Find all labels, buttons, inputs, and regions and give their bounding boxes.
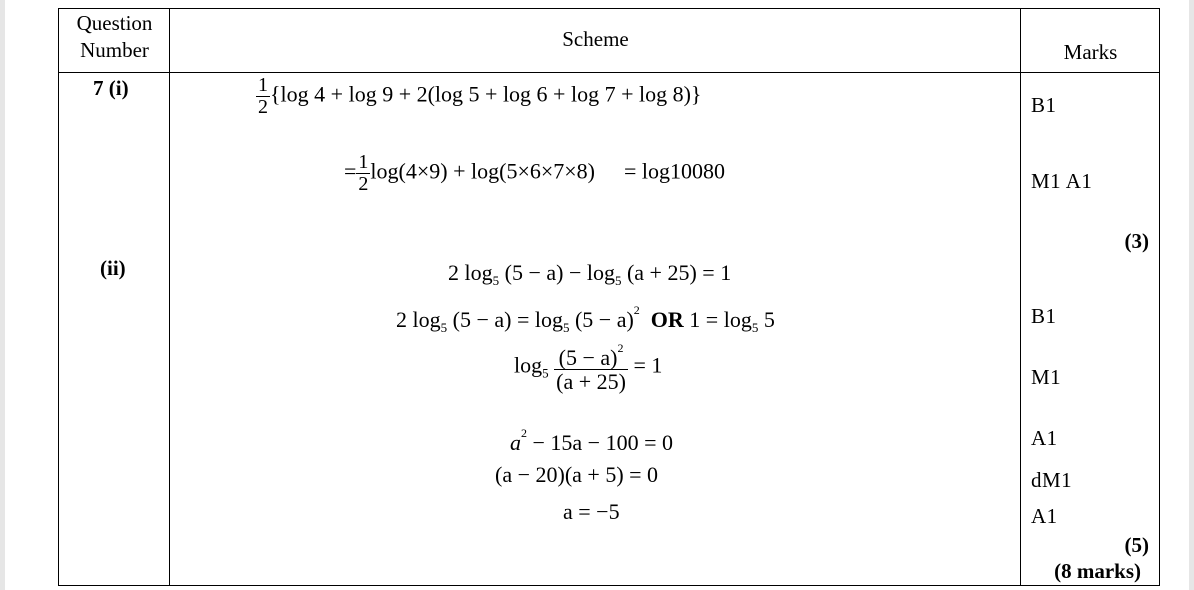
- part-ii-label: (ii): [100, 256, 126, 280]
- marks-cell: [1021, 73, 1160, 586]
- mark-i-1: B1: [1031, 93, 1057, 117]
- part-i-line2-expr1: log(4×9) + log(5×6×7×8): [370, 158, 595, 184]
- question-number-header: [59, 9, 170, 73]
- markscheme-table: [58, 8, 1160, 586]
- mark-i-2: M1 A1: [1031, 169, 1093, 193]
- or-keyword: OR: [650, 307, 684, 332]
- half-fraction: $\frac{1}{2}$: [258, 74, 268, 118]
- part-ii-line5: (a − 20)(a + 5) = 0: [495, 462, 659, 487]
- question-label: 7 (i): [93, 76, 129, 100]
- mark-ii-3: M1: [1031, 365, 1062, 389]
- part-ii-line1: 2 $\log_5 (5 - a) - \log_5 (a + 25) = 1$: [448, 260, 732, 288]
- scheme-header-cell: [170, 9, 1021, 73]
- page-edge-left: [0, 0, 5, 590]
- part-ii-line2: 2 $\log_5 (5 - a) = \log_5 (5 - a)^2$ OR $1 = \log_5 5$: [396, 303, 775, 335]
- marks-header-cell: [1021, 9, 1160, 73]
- part-i-line2: = $\frac{1}{2}$ log(4×9) + log(5×6×7×8) = log10080: [344, 151, 726, 195]
- header-row: [59, 9, 1160, 73]
- scheme-header: Scheme: [562, 27, 629, 51]
- subtotal-i: (3): [1124, 229, 1149, 253]
- subtotal-ii: (5): [1124, 533, 1149, 557]
- part-i-line2-expr2: = log10080: [624, 158, 726, 184]
- part-ii-line4: $a^2 - 15a - 100 = 0$: [510, 426, 673, 455]
- scheme-cell: [170, 73, 1021, 586]
- mark-ii-4: A1: [1031, 426, 1058, 450]
- question-row: [59, 73, 1160, 586]
- question-header-line2: Number: [80, 38, 149, 62]
- part-i-line1: [256, 75, 701, 118]
- total-marks: (8 marks): [1054, 559, 1141, 583]
- part-i-line1-expr: {log 4 + log 9 + 2(log 5 + log 6 + log 7 + log 8)}: [270, 81, 702, 107]
- part-ii-line3: $\log_5$ $\frac{(5 - a)^2}{(a + 25)}$ = 1: [514, 341, 663, 395]
- mark-ii-6: A1: [1031, 504, 1058, 528]
- page-edge-right: [1189, 0, 1194, 590]
- part-ii-line6: a = −5: [563, 499, 620, 524]
- question-header-line1: Question: [76, 11, 153, 35]
- mark-ii-5: dM1: [1031, 468, 1073, 492]
- half-fraction-2: $\frac{1}{2}$: [358, 151, 369, 195]
- question-number-cell: [59, 73, 170, 586]
- mark-ii-2: B1: [1031, 304, 1057, 328]
- log-fraction: $\frac{(5 - a)^2}{(a + 25)}$: [556, 341, 626, 395]
- marks-header: Marks: [1063, 40, 1118, 64]
